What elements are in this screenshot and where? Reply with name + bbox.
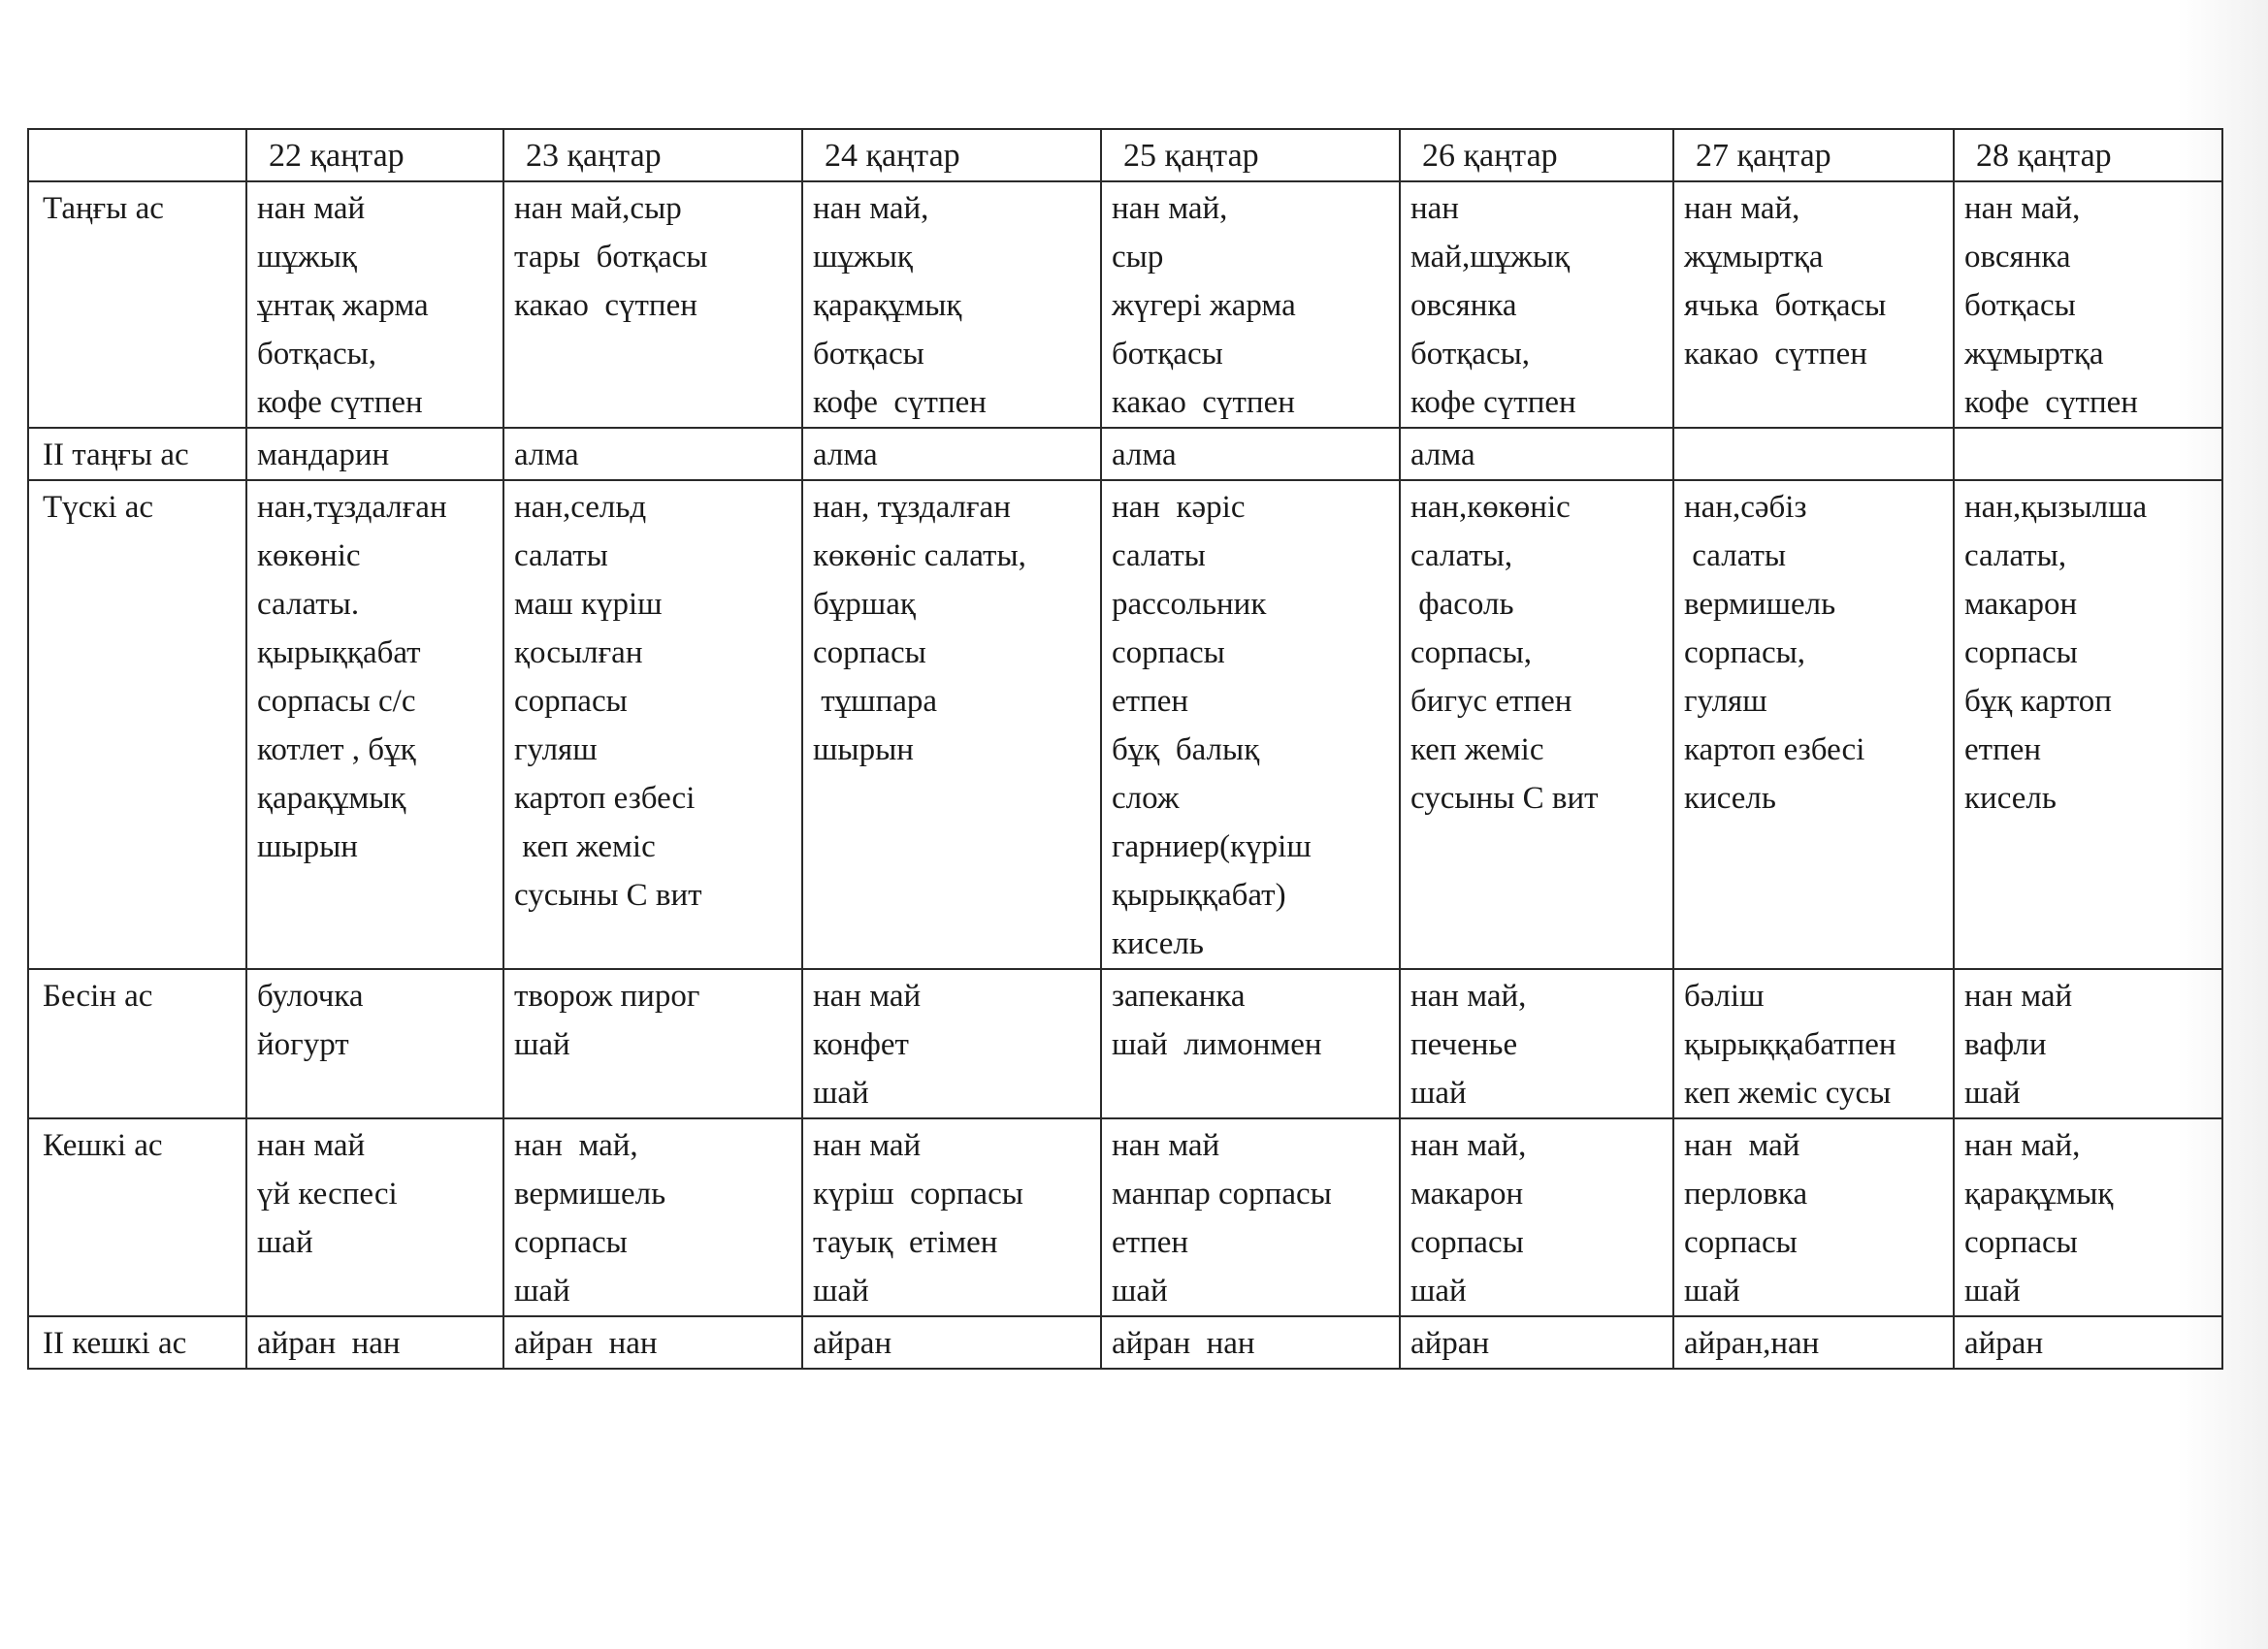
menu-item-line: гуляш bbox=[1684, 684, 1767, 719]
menu-item-line: нан май, bbox=[1112, 191, 1228, 226]
menu-item-line: сыр bbox=[1112, 240, 1164, 275]
menu-item-line: конфет bbox=[813, 1027, 909, 1062]
menu-item-line: кофе сүтпен bbox=[1964, 385, 2138, 420]
menu-item-line: айран нан bbox=[257, 1326, 401, 1361]
menu-item-line: нан май, bbox=[1410, 979, 1527, 1014]
menu-item-line: жұмыртқа bbox=[1684, 240, 1824, 275]
menu-item-line: бәліш bbox=[1684, 979, 1765, 1014]
menu-item-line: кеп жеміс bbox=[514, 829, 656, 864]
menu-item-line: сорпасы bbox=[1410, 1225, 1524, 1260]
corner-cell bbox=[28, 129, 246, 181]
menu-item-line: макарон bbox=[1410, 1177, 1524, 1212]
menu-item-line: вермишель bbox=[514, 1177, 666, 1212]
menu-item-line: нан,көкөніс bbox=[1410, 490, 1571, 525]
menu-item-line: нан май, bbox=[1964, 1128, 2081, 1163]
menu-item-line: сорпасы bbox=[1684, 1225, 1798, 1260]
menu-item-line: котлет , бұқ bbox=[257, 732, 416, 767]
menu-item-line: вафли bbox=[1964, 1027, 2047, 1062]
menu-item-line: салаты. bbox=[257, 587, 360, 622]
menu-cell bbox=[802, 428, 1101, 480]
second-dinner-row bbox=[28, 1316, 2222, 1369]
menu-item-line: кеп жеміс сусы bbox=[1684, 1076, 1892, 1111]
menu-item-line: шұжық bbox=[813, 240, 913, 275]
menu-item-line: салаты, bbox=[1410, 538, 1513, 573]
menu-cell bbox=[1673, 1316, 1954, 1369]
menu-cell bbox=[1673, 480, 1954, 969]
menu-item-line: нан,сельд bbox=[514, 490, 647, 525]
menu-item-line: нан май, bbox=[1964, 191, 2081, 226]
menu-item-line: қарақұмық bbox=[257, 781, 406, 816]
menu-cell bbox=[802, 480, 1101, 969]
menu-item-line: шай bbox=[514, 1027, 570, 1062]
menu-cell bbox=[1400, 1316, 1673, 1369]
menu-item-line: сусыны С вит bbox=[514, 878, 702, 913]
menu-item-line: нан bbox=[1410, 191, 1459, 226]
menu-item-line: кофе сүтпен bbox=[1410, 385, 1576, 420]
menu-item-line: қосылған bbox=[514, 635, 643, 670]
menu-cell bbox=[1400, 1118, 1673, 1316]
menu-cell bbox=[1673, 969, 1954, 1118]
meal-label bbox=[28, 181, 246, 428]
menu-item-line: йогурт bbox=[257, 1027, 349, 1062]
day-header: 26 қаңтар bbox=[1400, 129, 1673, 181]
menu-cell bbox=[1101, 1316, 1400, 1369]
menu-cell bbox=[246, 428, 503, 480]
header-row bbox=[28, 129, 2222, 181]
menu-item-line: айран bbox=[1410, 1326, 1490, 1361]
second-breakfast-row bbox=[28, 428, 2222, 480]
menu-item-line: жұмыртқа bbox=[1964, 337, 2104, 372]
menu-item-line: шай bbox=[1684, 1274, 1740, 1309]
meal-label-text: ІІ кешкі ас bbox=[43, 1326, 187, 1361]
day-header: 23 қаңтар bbox=[503, 129, 802, 181]
menu-item-line: ботқасы bbox=[813, 337, 924, 372]
menu-item-line: булочка bbox=[257, 979, 364, 1014]
menu-cell bbox=[1673, 1118, 1954, 1316]
menu-item-line: шай bbox=[257, 1225, 313, 1260]
menu-item-line: қарақұмық bbox=[1964, 1177, 2114, 1212]
menu-cell bbox=[1101, 428, 1400, 480]
menu-cell bbox=[1400, 480, 1673, 969]
meal-label bbox=[28, 1118, 246, 1316]
menu-cell bbox=[1954, 969, 2222, 1118]
menu-item-line: фасоль bbox=[1410, 587, 1514, 622]
menu-item-line: бұршақ bbox=[813, 587, 916, 622]
menu-item-line: алма bbox=[1112, 437, 1177, 472]
menu-cell bbox=[1954, 1118, 2222, 1316]
menu-item-line: картоп езбесі bbox=[514, 781, 696, 816]
menu-item-line: нан кәріс bbox=[1112, 490, 1246, 525]
menu-item-line: макарон bbox=[1964, 587, 2078, 622]
menu-item-line: печенье bbox=[1410, 1027, 1518, 1062]
meal-label-text: Бесін ас bbox=[43, 979, 153, 1014]
menu-item-line: нан май bbox=[257, 1128, 366, 1163]
menu-item-line: май,шұжық bbox=[1410, 240, 1571, 275]
menu-item-line: шырын bbox=[257, 829, 358, 864]
menu-item-line: кеп жеміс bbox=[1410, 732, 1544, 767]
menu-item-line: тауық етімен bbox=[813, 1225, 998, 1260]
day-header: 27 қаңтар bbox=[1673, 129, 1954, 181]
menu-body bbox=[28, 181, 2222, 1369]
menu-item-line: сорпасы с/с bbox=[257, 684, 416, 719]
menu-item-line: шырын bbox=[813, 732, 914, 767]
menu-cell bbox=[1954, 1316, 2222, 1369]
menu-item-line: шай bbox=[1410, 1076, 1467, 1111]
menu-item-line: сорпасы bbox=[1964, 635, 2078, 670]
menu-item-line: запеканка bbox=[1112, 979, 1246, 1014]
menu-item-line: ботқасы bbox=[1964, 288, 2076, 323]
menu-item-line: бигус етпен bbox=[1410, 684, 1572, 719]
meal-label bbox=[28, 480, 246, 969]
menu-cell bbox=[802, 969, 1101, 1118]
menu-item-line: манпар сорпасы bbox=[1112, 1177, 1332, 1212]
menu-item-line: көкөніс bbox=[257, 538, 361, 573]
menu-cell bbox=[246, 1118, 503, 1316]
menu-item-line: сусыны С вит bbox=[1410, 781, 1599, 816]
menu-item-line: шай bbox=[1964, 1076, 2021, 1111]
menu-item-line: сорпасы bbox=[1112, 635, 1225, 670]
menu-item-line: күріш сорпасы bbox=[813, 1177, 1023, 1212]
menu-item-line: алма bbox=[1410, 437, 1475, 472]
menu-item-line: нан май bbox=[257, 191, 366, 226]
menu-item-line: салаты, bbox=[1964, 538, 2067, 573]
menu-item-line: етпен bbox=[1964, 732, 2042, 767]
menu-cell bbox=[802, 1118, 1101, 1316]
dinner-row bbox=[28, 1118, 2222, 1316]
menu-item-line: маш күріш bbox=[514, 587, 663, 622]
menu-cell bbox=[1400, 181, 1673, 428]
menu-item-line: айран bbox=[813, 1326, 892, 1361]
day-header: 24 қаңтар bbox=[802, 129, 1101, 181]
menu-item-line: сорпасы bbox=[514, 1225, 628, 1260]
menu-item-line: алма bbox=[514, 437, 579, 472]
menu-cell bbox=[503, 480, 802, 969]
meal-label-text: Түскі ас bbox=[43, 490, 154, 525]
menu-item-line: ботқасы bbox=[1112, 337, 1223, 372]
menu-item-line: рассольник bbox=[1112, 587, 1267, 622]
menu-cell bbox=[246, 969, 503, 1118]
menu-cell bbox=[1101, 181, 1400, 428]
menu-cell bbox=[1400, 428, 1673, 480]
menu-item-line: айран bbox=[1964, 1326, 2044, 1361]
menu-item-line: какао сүтпен bbox=[514, 288, 697, 323]
menu-item-line: алма bbox=[813, 437, 878, 472]
menu-item-line: қарақұмық bbox=[813, 288, 962, 323]
menu-item-line: нан май, bbox=[1684, 191, 1800, 226]
menu-item-line: вермишель bbox=[1684, 587, 1836, 622]
menu-item-line: қырыққабат bbox=[257, 635, 421, 670]
menu-item-line: кисель bbox=[1964, 781, 2057, 816]
menu-item-line: салаты bbox=[1112, 538, 1206, 573]
menu-item-line: бұқ балық bbox=[1112, 732, 1260, 767]
menu-item-line: нан май bbox=[1112, 1128, 1220, 1163]
menu-item-line: нан,тұздалған bbox=[257, 490, 447, 525]
menu-item-line: үй кеспесі bbox=[257, 1177, 398, 1212]
meal-label bbox=[28, 969, 246, 1118]
menu-item-line: сорпасы bbox=[1964, 1225, 2078, 1260]
menu-item-line: сорпасы bbox=[514, 684, 628, 719]
menu-item-line: слож bbox=[1112, 781, 1180, 816]
weekly-menu-table bbox=[27, 128, 2223, 1370]
menu-item-line: нан, тұздалған bbox=[813, 490, 1011, 525]
menu-item-line: кисель bbox=[1684, 781, 1776, 816]
menu-item-line: ячька ботқасы bbox=[1684, 288, 1887, 323]
menu-cell bbox=[802, 1316, 1101, 1369]
menu-cell bbox=[246, 181, 503, 428]
menu-item-line: шай bbox=[813, 1274, 869, 1309]
menu-item-line: тары ботқасы bbox=[514, 240, 708, 275]
menu-cell bbox=[1954, 181, 2222, 428]
menu-item-line: сорпасы bbox=[813, 635, 926, 670]
menu-item-line: айран нан bbox=[514, 1326, 658, 1361]
menu-item-line: нан май bbox=[1684, 1128, 1800, 1163]
menu-item-line: нан май bbox=[813, 1128, 922, 1163]
menu-item-line: овсянка bbox=[1410, 288, 1517, 323]
menu-cell bbox=[503, 181, 802, 428]
menu-item-line: мандарин bbox=[257, 437, 390, 472]
menu-item-line: айран,нан bbox=[1684, 1326, 1820, 1361]
menu-item-line: көкөніс салаты, bbox=[813, 538, 1026, 573]
menu-item-line: қырыққабатпен bbox=[1684, 1027, 1896, 1062]
menu-item-line: нан,қызылша bbox=[1964, 490, 2148, 525]
menu-item-line: шұжық bbox=[257, 240, 357, 275]
menu-item-line: нан май bbox=[1964, 979, 2073, 1014]
afternoon-snack-row bbox=[28, 969, 2222, 1118]
meal-label bbox=[28, 428, 246, 480]
menu-item-line: кисель bbox=[1112, 926, 1204, 961]
menu-item-line: нан май, bbox=[1410, 1128, 1527, 1163]
menu-item-line: кофе сүтпен bbox=[257, 385, 423, 420]
menu-cell bbox=[1101, 1118, 1400, 1316]
menu-cell bbox=[1101, 969, 1400, 1118]
menu-cell bbox=[1954, 428, 2222, 480]
menu-item-line: айран нан bbox=[1112, 1326, 1255, 1361]
menu-item-line: салаты bbox=[1684, 538, 1787, 573]
breakfast-row bbox=[28, 181, 2222, 428]
menu-item-line: шай bbox=[1410, 1274, 1467, 1309]
menu-item-line: нан май,сыр bbox=[514, 191, 682, 226]
menu-item-line: етпен bbox=[1112, 684, 1189, 719]
menu-item-line: жүгері жарма bbox=[1112, 288, 1296, 323]
menu-cell bbox=[1101, 480, 1400, 969]
lunch-row bbox=[28, 480, 2222, 969]
menu-item-line: гуляш bbox=[514, 732, 598, 767]
menu-item-line: бұқ картоп bbox=[1964, 684, 2112, 719]
meal-label-text: Кешкі ас bbox=[43, 1128, 163, 1163]
day-header: 22 қаңтар bbox=[246, 129, 503, 181]
menu-item-line: нан май, bbox=[813, 191, 929, 226]
menu-item-line: кофе сүтпен bbox=[813, 385, 987, 420]
menu-item-line: салаты bbox=[514, 538, 608, 573]
menu-item-line: ботқасы, bbox=[1410, 337, 1531, 372]
menu-cell bbox=[1400, 969, 1673, 1118]
menu-item-line: шай bbox=[1112, 1274, 1168, 1309]
day-header: 28 қаңтар bbox=[1954, 129, 2222, 181]
menu-item-line: нан,сәбіз bbox=[1684, 490, 1807, 525]
menu-item-line: творож пирог bbox=[514, 979, 700, 1014]
menu-item-line: какао сүтпен bbox=[1112, 385, 1295, 420]
menu-cell bbox=[503, 1316, 802, 1369]
menu-item-line: шай bbox=[1964, 1274, 2021, 1309]
meal-label-text: ІІ таңғы ас bbox=[43, 437, 189, 472]
menu-cell bbox=[1673, 181, 1954, 428]
menu-item-line: етпен bbox=[1112, 1225, 1189, 1260]
menu-item-line: шай лимонмен bbox=[1112, 1027, 1322, 1062]
day-header: 25 қаңтар bbox=[1101, 129, 1400, 181]
menu-item-line: сорпасы, bbox=[1684, 635, 1806, 670]
menu-item-line: гарниер(күріш bbox=[1112, 829, 1312, 864]
menu-cell bbox=[1954, 480, 2222, 969]
meal-label bbox=[28, 1316, 246, 1369]
menu-item-line: нан май bbox=[813, 979, 922, 1014]
menu-item-line: шай bbox=[813, 1076, 869, 1111]
menu-cell bbox=[1673, 428, 1954, 480]
menu-cell bbox=[503, 428, 802, 480]
meal-label-text: Таңғы ас bbox=[43, 191, 164, 226]
menu-item-line: тұшпара bbox=[813, 684, 938, 719]
menu-item-line: картоп езбесі bbox=[1684, 732, 1865, 767]
menu-item-line: ұнтақ жарма bbox=[257, 288, 429, 323]
menu-item-line: нан май, bbox=[514, 1128, 638, 1163]
menu-cell bbox=[802, 181, 1101, 428]
menu-item-line: шай bbox=[514, 1274, 570, 1309]
menu-cell bbox=[246, 1316, 503, 1369]
menu-item-line: сорпасы, bbox=[1410, 635, 1533, 670]
menu-item-line: ботқасы, bbox=[257, 337, 377, 372]
menu-item-line: перловка bbox=[1684, 1177, 1808, 1212]
menu-cell bbox=[246, 480, 503, 969]
menu-item-line: қырыққабат) bbox=[1112, 878, 1286, 913]
menu-item-line: овсянка bbox=[1964, 240, 2071, 275]
menu-cell bbox=[503, 1118, 802, 1316]
menu-item-line: какао сүтпен bbox=[1684, 337, 1867, 372]
menu-cell bbox=[503, 969, 802, 1118]
